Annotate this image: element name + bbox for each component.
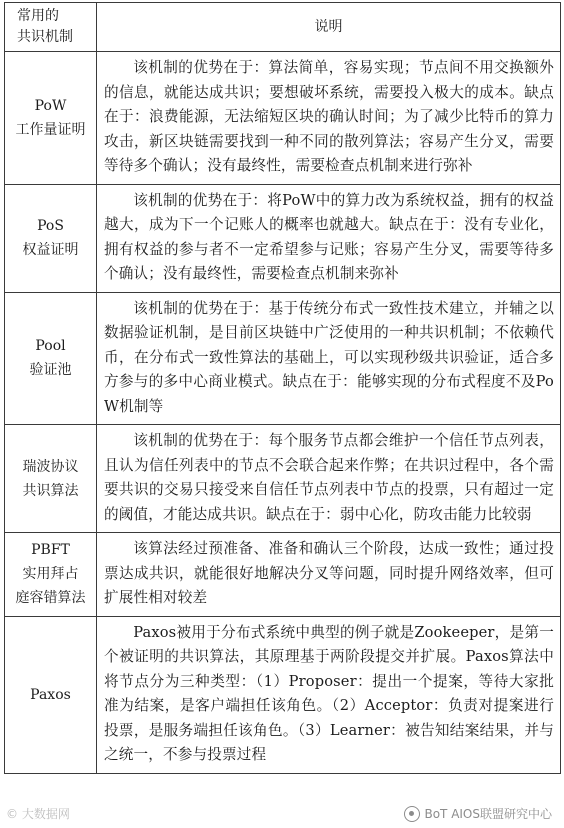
- mechanism-name-cell: [5, 292, 97, 425]
- mechanism-description: [97, 425, 561, 533]
- mechanism-name-cell: [5, 533, 97, 617]
- description-text: 该算法经过预准备、准备和确认三个阶段，达成一致性；通过投票达成共识，就能很好地解决分叉等问题，同时提升网络效率，但可扩展性相对较差: [104, 540, 554, 606]
- mechanism-name: Pool: [35, 338, 66, 355]
- mechanism-description: [97, 292, 561, 425]
- mechanism-name: Paxos: [30, 686, 71, 703]
- mechanism-description: [97, 533, 561, 617]
- table-row-pow: [5, 52, 561, 185]
- mechanism-name-cn: 权益证明: [22, 242, 79, 258]
- description-text: 该机制的优势在于：将PoW中的算力改为系统权益，拥有的权益越大，成为下一个记账人的概率也就越大。缺点在于：没有专业化，拥有权益的参与者不一定希望参与记账；容易产生分叉，需要等待多个确认；没有最终性，需要检查点机制来弥补: [104, 191, 554, 282]
- mechanism-name-cell: [5, 616, 97, 773]
- mechanism-name-cn-cont: 庭容错算法: [15, 590, 86, 607]
- watermark-right-text: BoT AIOS联盟研究中心: [424, 807, 552, 821]
- watermark-right: [404, 805, 552, 822]
- mechanism-name-cn: 共识算法: [22, 482, 79, 499]
- wechat-channel-icon: [404, 806, 420, 822]
- mechanism-name: PoS: [37, 218, 64, 234]
- mechanism-name: PBFT: [31, 542, 70, 559]
- table-row-ripple: [5, 425, 561, 533]
- table-row-paxos: [5, 616, 561, 773]
- mechanism-description: [97, 184, 561, 292]
- description-text: 该机制的优势在于：基于传统分布式一致性技术建立，并辅之以数据验证机制，是目前区块链中广泛使用的一种共识机制；不依赖代币，在分布式一致性算法的基础上，可以实现秒级共识验证，适合多方参与的多中心商业模式。缺点在于：能够实现的分布式程度不及PoW机制等: [104, 299, 554, 415]
- mechanism-name: PoW: [34, 97, 67, 114]
- table-header-row: [5, 3, 561, 52]
- header-name-line2: 共识机制: [17, 29, 73, 45]
- header-mechanism-name: [5, 3, 97, 52]
- description-text: 该机制的优势在于：每个服务节点都会维护一个信任节点列表，且认为信任列表中的节点不会联合起来作弊；在共识过程中，各个需要共识的交易只接受来自信任节点列表中节点的投票，只有超过一定的阈值，才能达成共识。缺点在于：弱中心化，防攻击能力比较弱: [104, 432, 554, 523]
- mechanism-description: [97, 616, 561, 773]
- watermark-left: © 大数据网: [6, 807, 70, 821]
- header-description: 说明: [97, 3, 561, 52]
- description-text: Paxos被用于分布式系统中典型的例子就是Zookeeper，是第一个被证明的共识算法，其原理基于两阶段提交并扩展。Paxos算法中将节点分为三种类型：（1）Proposer：提出一个提案，等待大家批准为结案，是客户端担任该角色。（2）Acceptor：负责对提案进行投票，是服务端担任该角色。（3）Learner：被告知结案结果，并与之统一，不参与投票过程: [104, 623, 554, 763]
- mechanism-description: [97, 52, 561, 185]
- mechanism-name-cell: [5, 184, 97, 292]
- mechanism-name-cell: [5, 52, 97, 185]
- description-text: 该机制的优势在于：算法简单，容易实现；节点间不用交换额外的信息，就能达成共识；要想破坏系统，需要投入极大的成本。缺点在于：浪费能源，无法缩短区块的确认时间；为了减少比特币的算力攻击，新区块链需要找到一种不同的散列算法；容易产生分叉，需要等待多个确认；没有最终性，需要检查点机制来进行弥补: [104, 59, 554, 174]
- consensus-mechanism-table: [4, 2, 561, 774]
- mechanism-name-cn: 实用拜占: [22, 566, 79, 583]
- mechanism-name-cell: [5, 425, 97, 533]
- table-row-pbft: [5, 533, 561, 617]
- mechanism-name-cn: 工作量证明: [15, 121, 86, 138]
- table-row-pos: [5, 184, 561, 292]
- mechanism-name-cn: 验证池: [29, 362, 72, 379]
- table-row-pool: [5, 292, 561, 425]
- header-name-line1: 常用的: [17, 8, 59, 24]
- mechanism-name: 瑞波协议: [22, 458, 79, 475]
